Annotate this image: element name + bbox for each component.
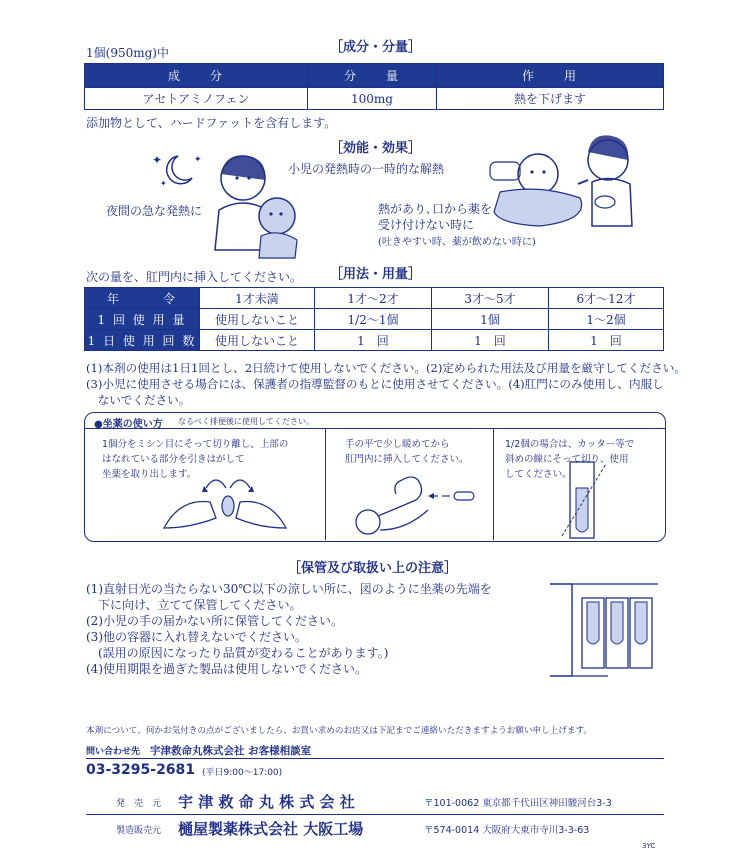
step1-line1: 1個分をミシン目にそって切り離し、上部の (102, 439, 289, 450)
manufacturer-address: 〒574-0014 大阪府大東市寺川3-3-63 (424, 825, 590, 836)
hands-peel-illustration (160, 468, 290, 534)
times-cell: 1 回 (549, 330, 664, 351)
efficacy-case2-note: (吐きやすい時、薬が飲めない時に) (378, 237, 536, 248)
step1-line3: 坐薬を取り出します。 (102, 469, 197, 480)
mother-child-illustration (205, 150, 315, 260)
dose-cell: 1/2〜1個 (315, 309, 432, 330)
lot-code: 3YC (642, 842, 656, 850)
dose-cell: 使用しないこと (200, 309, 315, 330)
storage-line-3: (2)小児の手の届かない所に保管してください。 (86, 614, 343, 628)
maker-divider (86, 814, 664, 815)
contact-divider (86, 758, 664, 759)
manufacturer-label: 製造販売元 (116, 826, 162, 836)
step3-line3: してください。 (505, 469, 572, 480)
svg-text:✦: ✦ (194, 155, 202, 165)
how-to-subtitle: なるべく排便後に使用してください。 (178, 417, 314, 426)
seller-name: 宇 津 救 命 丸 株 式 会 社 (178, 793, 355, 811)
row-age-header: 年 令 (85, 288, 200, 309)
age-cell: 1才〜2才 (315, 288, 432, 309)
cell-action: 熱を下げます (437, 88, 664, 110)
dose-cell: 1個 (432, 309, 549, 330)
contact-phone[interactable]: 03-3295-2681 (86, 762, 196, 778)
dosage-title: ［用法・用量］ (330, 267, 422, 282)
contact-notice: 本剤について、何かお気付きの点がございましたら、お買い求めのお店又は下記までご連絡いただきますようお願い申し上げます。 (86, 726, 593, 736)
composition-title: ［成分・分量］ (330, 40, 422, 55)
svg-text:✦: ✦ (160, 179, 167, 188)
manufacturer-name: 樋屋製薬株式会社 大阪工場 (178, 820, 364, 838)
seller-label: 発 売 元 (116, 799, 162, 809)
contact-hours: (平日9:00〜17:00) (202, 768, 283, 778)
seller-address: 〒101-0062 東京都千代田区神田駿河台3-3 (424, 798, 612, 809)
efficacy-case1: 夜間の急な発熱に (106, 204, 203, 218)
efficacy-main: 小児の発熱時の一時的な解熱 (288, 162, 445, 176)
cut-suppository-illustration (560, 458, 610, 542)
per-unit-label: 1個(950mg)中 (86, 46, 169, 60)
dose-cell: 1〜2個 (549, 309, 664, 330)
dosage-table (84, 287, 664, 351)
dosage-note-3: ないでください。 (86, 393, 191, 407)
storage-line-2: 下に向け、立てて保管してください。 (86, 598, 302, 612)
header-ingredient: 成 分 (85, 64, 308, 88)
dosage-intro: 次の量を、肛門内に挿入してください。 (86, 270, 303, 284)
svg-text:✦: ✦ (152, 153, 163, 167)
times-cell: 使用しないこと (200, 330, 315, 351)
efficacy-title: ［効能・効果］ (330, 141, 422, 156)
age-cell: 6才〜12才 (549, 288, 664, 309)
step2-line2: 肛門内に挿入してください。 (345, 454, 469, 465)
additive-text: 添加物として、ハードファットを含有します。 (86, 116, 337, 130)
storage-line-6: (4)使用期限を過ぎた製品は使用しないでください。 (86, 662, 368, 676)
header-action: 作 用 (437, 64, 664, 88)
age-cell: 3才〜5才 (432, 288, 549, 309)
times-cell: 1 回 (432, 330, 549, 351)
contact-label: 問い合わせ先 (86, 747, 141, 757)
dosage-note-1: (1)本剤の使用は1日1回とし、2日続けて使用しないでください。(2)定められた用法及び用量を厳守してください。 (86, 361, 686, 375)
moon-stars-icon (148, 150, 204, 190)
times-cell: 1 回 (315, 330, 432, 351)
step3-line1: 1/2個の場合は、カッター等で (505, 439, 635, 450)
row-dose-header: 1 回 使 用 量 (85, 309, 200, 330)
step1-line2: はなれている部分を引きはがして (102, 454, 245, 465)
step3-line2: 斜めの線にそって切り、使用 (505, 454, 629, 465)
storage-line-4: (3)他の容器に入れ替えないでください。 (86, 630, 307, 644)
storage-line-1: (1)直射日光の当たらない30℃以下の涼しい所に、図のように坐薬の先端を (86, 582, 492, 596)
storage-title: ［保管及び取扱い上の注意］ (288, 561, 458, 576)
composition-table (84, 63, 664, 110)
how-to-divider (85, 428, 665, 429)
contact-desk: 宇津救命丸株式会社 お客様相談室 (150, 745, 312, 757)
how-to-title: ●坐薬の使い方 (94, 419, 163, 430)
dosage-note-2: (3)小児に使用させる場合には、保護者の指導監督のもとに使用させてください。(4)肛門にのみ使用し、内服し (86, 377, 664, 391)
sick-child-bed-illustration (480, 122, 640, 234)
cell-amount: 100mg (308, 88, 437, 110)
step2-line1: 手の平で少し暖めてから (345, 439, 450, 450)
efficacy-case2-line2: 受け付けない時に (378, 218, 475, 232)
step-divider (493, 429, 494, 540)
storage-box-illustration (548, 578, 660, 682)
step-divider (325, 429, 326, 540)
cell-ingredient: アセトアミノフェン (85, 88, 308, 110)
baby-insert-illustration (346, 470, 476, 536)
row-times-header: 1 日 使 用 回 数 (85, 330, 200, 351)
storage-line-5: (誤用の原因になったり品質が変わることがあります。) (86, 646, 389, 660)
header-amount: 分 量 (308, 64, 437, 88)
age-cell: 1才未満 (200, 288, 315, 309)
efficacy-case2-line1: 熱があり､口から薬を (378, 202, 493, 216)
